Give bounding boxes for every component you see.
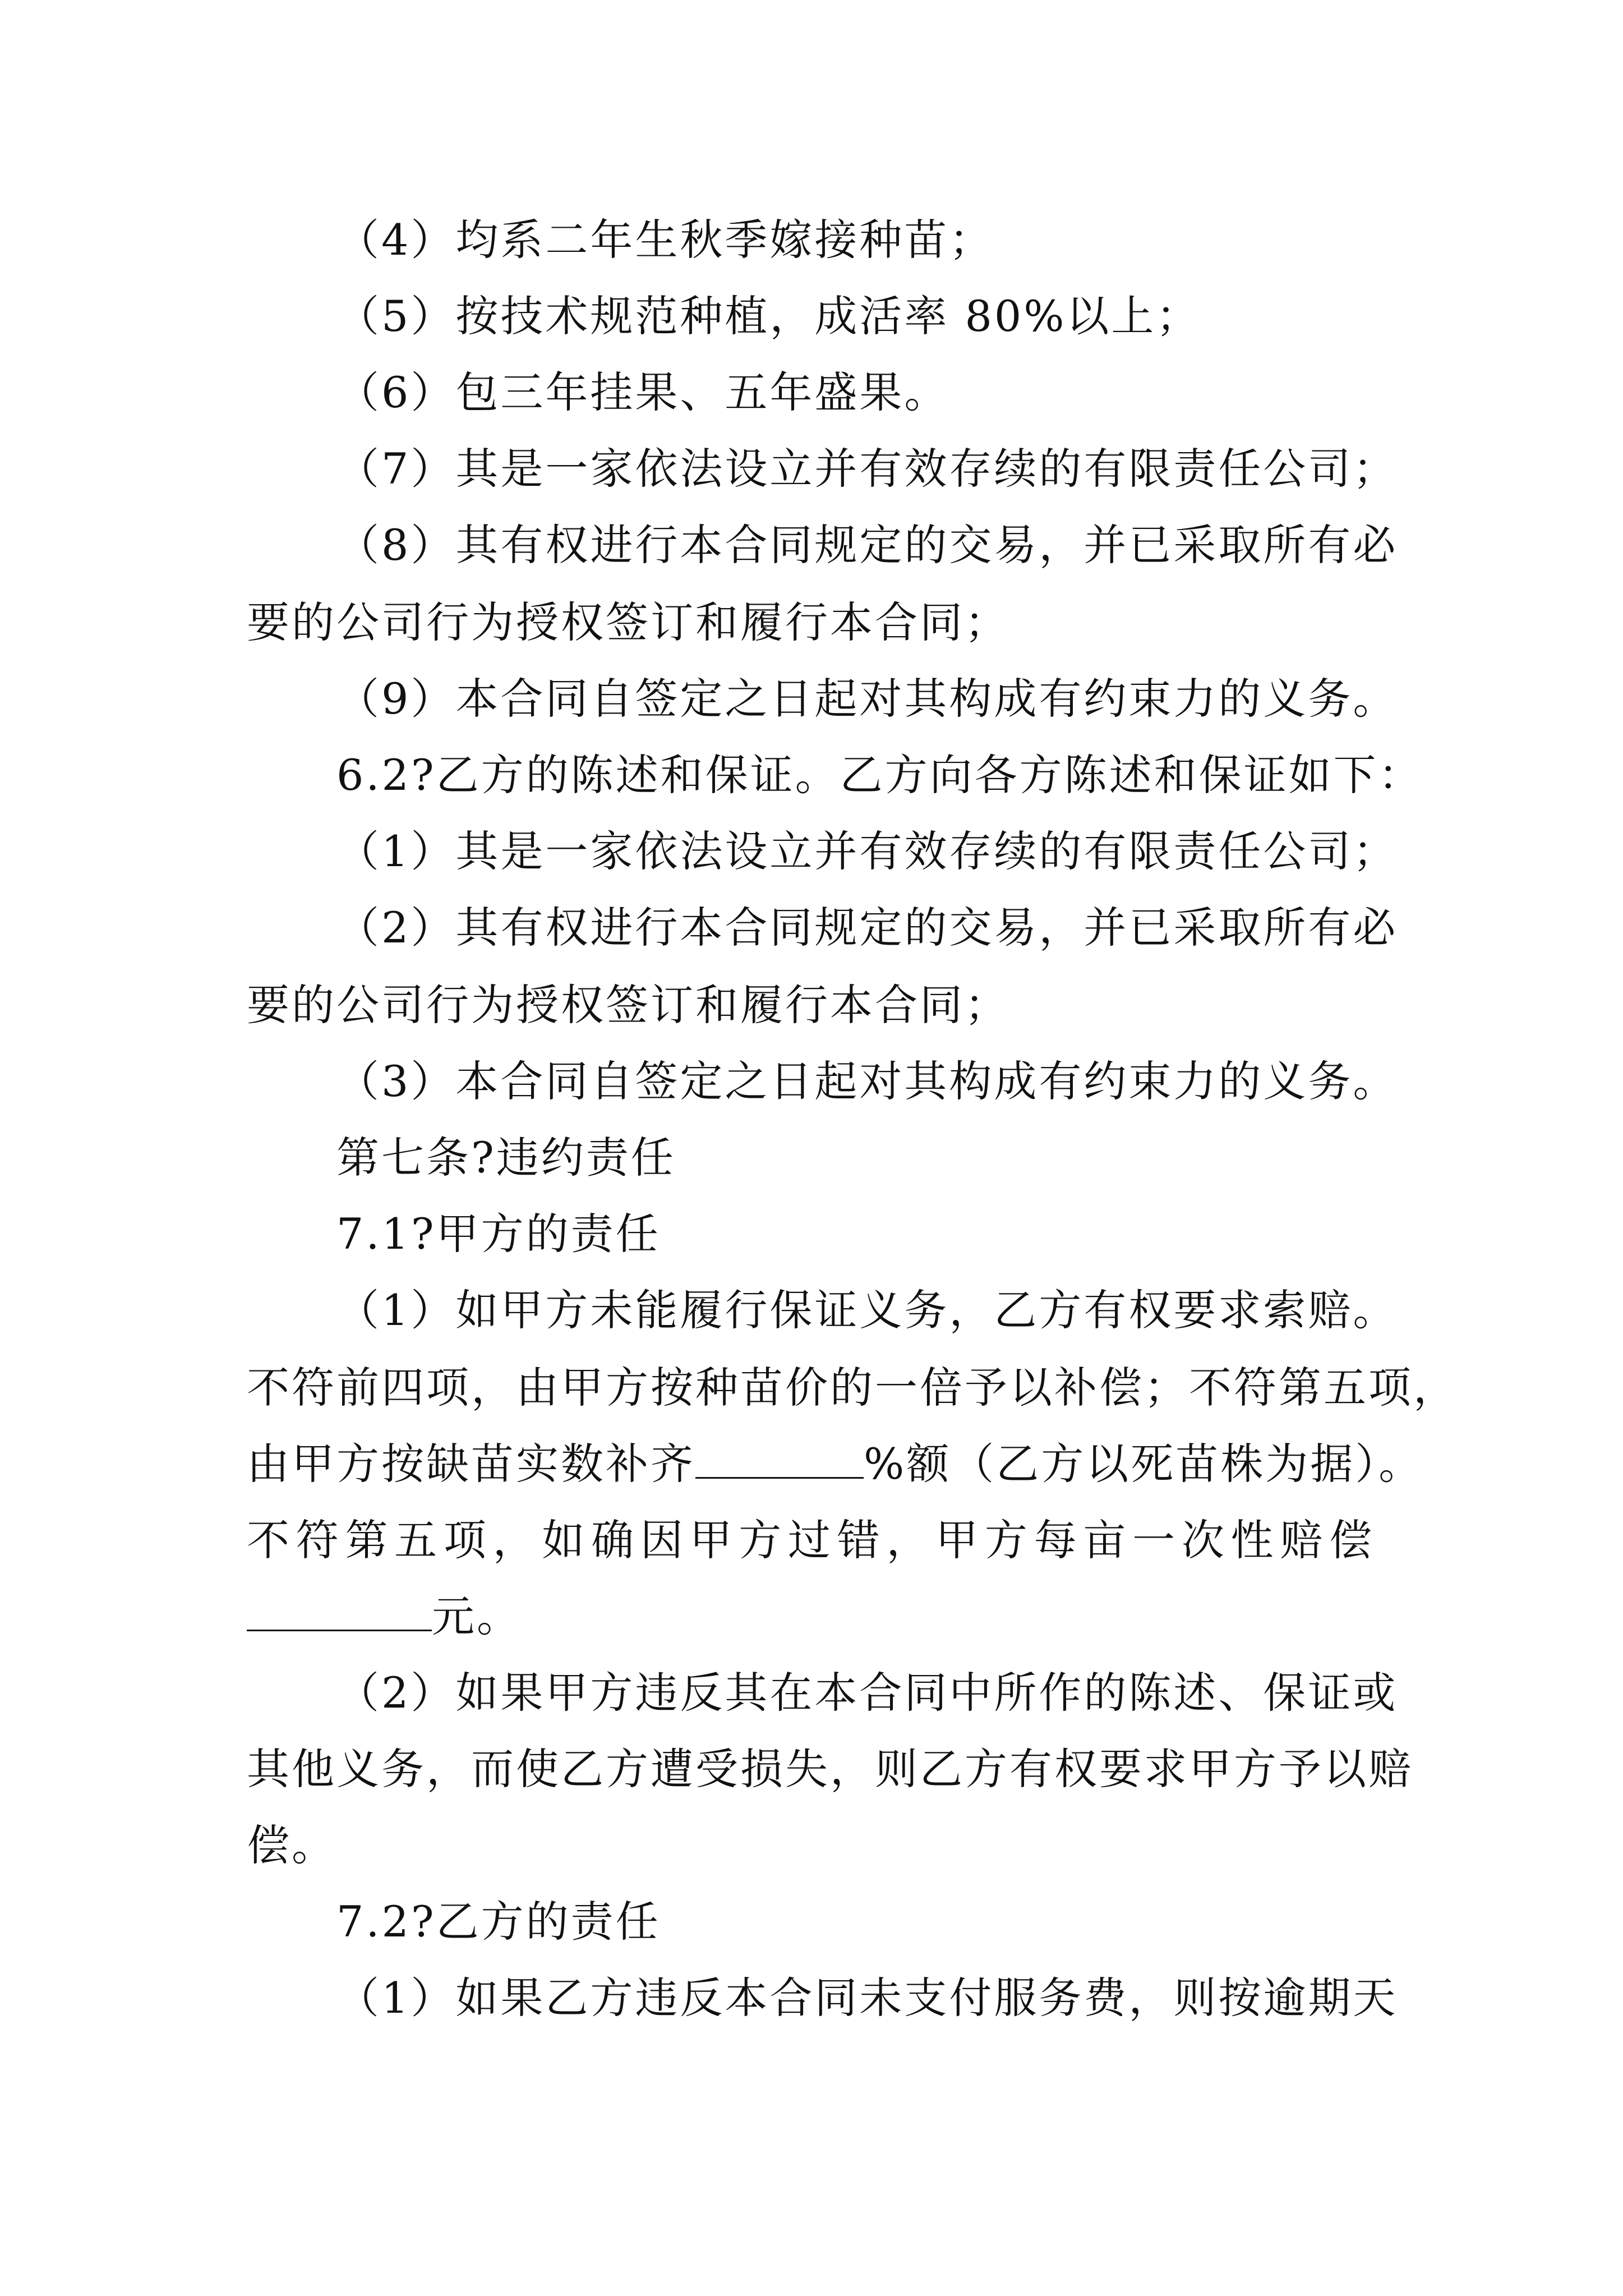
fill-in-blank xyxy=(695,1438,864,1479)
text-line-with-blank xyxy=(247,1589,522,1645)
fill-in-blank xyxy=(247,1590,432,1631)
text-line: （1）如甲方未能履行保证义务，乙方有权要求索赔。 xyxy=(336,1285,1398,1335)
subsection-heading: 7.1?甲方的责任 xyxy=(336,1209,661,1259)
text-line: （9）本合同自签定之日起对其构成有约束力的义务。 xyxy=(336,674,1398,724)
text-line: （1）其是一家依法设立并有效存续的有限责任公司； xyxy=(336,826,1398,876)
text-line: 6.2?乙方的陈述和保证。乙方向各方陈述和保证如下： xyxy=(336,750,1423,800)
text-line: （3）本合同自签定之日起对其构成有约束力的义务。 xyxy=(336,1056,1398,1106)
text-line: 要的公司行为授权签订和履行本合同； xyxy=(247,980,1009,1030)
text-line: （5）按技术规范种植，成活率 80%以上； xyxy=(336,291,1201,341)
line-suffix: %额（乙方以死苗株为据）。 xyxy=(864,1439,1424,1489)
text-line: （2）如果甲方违反其在本合同中所作的陈述、保证或 xyxy=(336,1668,1398,1718)
text-line: （4）均系二年生秋季嫁接种苗； xyxy=(336,215,994,265)
line-suffix: 元。 xyxy=(432,1591,522,1641)
text-line: （7）其是一家依法设立并有效存续的有限责任公司； xyxy=(336,444,1398,494)
text-line: （2）其有权进行本合同规定的交易，并已采取所有必 xyxy=(336,903,1398,953)
subsection-heading: 7.2?乙方的责任 xyxy=(336,1897,661,1947)
text-line: （6）包三年挂果、五年盛果。 xyxy=(336,367,949,417)
text-line-with-blank xyxy=(247,1436,1423,1492)
section-heading: 第七条?违约责任 xyxy=(336,1133,676,1182)
text-line: 不符前四项，由甲方按种苗价的一倍予以补偿；不符第五项， xyxy=(247,1363,1458,1412)
text-line: （1）如果乙方违反本合同未支付服务费，则按逾期天 xyxy=(336,1973,1398,2023)
text-line: （8）其有权进行本合同规定的交易，并已采取所有必 xyxy=(336,520,1398,570)
text-line: 偿。 xyxy=(247,1820,336,1870)
text-line: 要的公司行为授权签订和履行本合同； xyxy=(247,597,1009,647)
text-line: 不符第五项，如确因甲方过错，甲方每亩一次性赔偿 xyxy=(247,1515,1374,1565)
line-prefix: 由甲方按缺苗实数补齐 xyxy=(247,1439,695,1489)
text-line: 其他义务，而使乙方遭受损失，则乙方有权要求甲方予以赔 xyxy=(247,1744,1413,1794)
